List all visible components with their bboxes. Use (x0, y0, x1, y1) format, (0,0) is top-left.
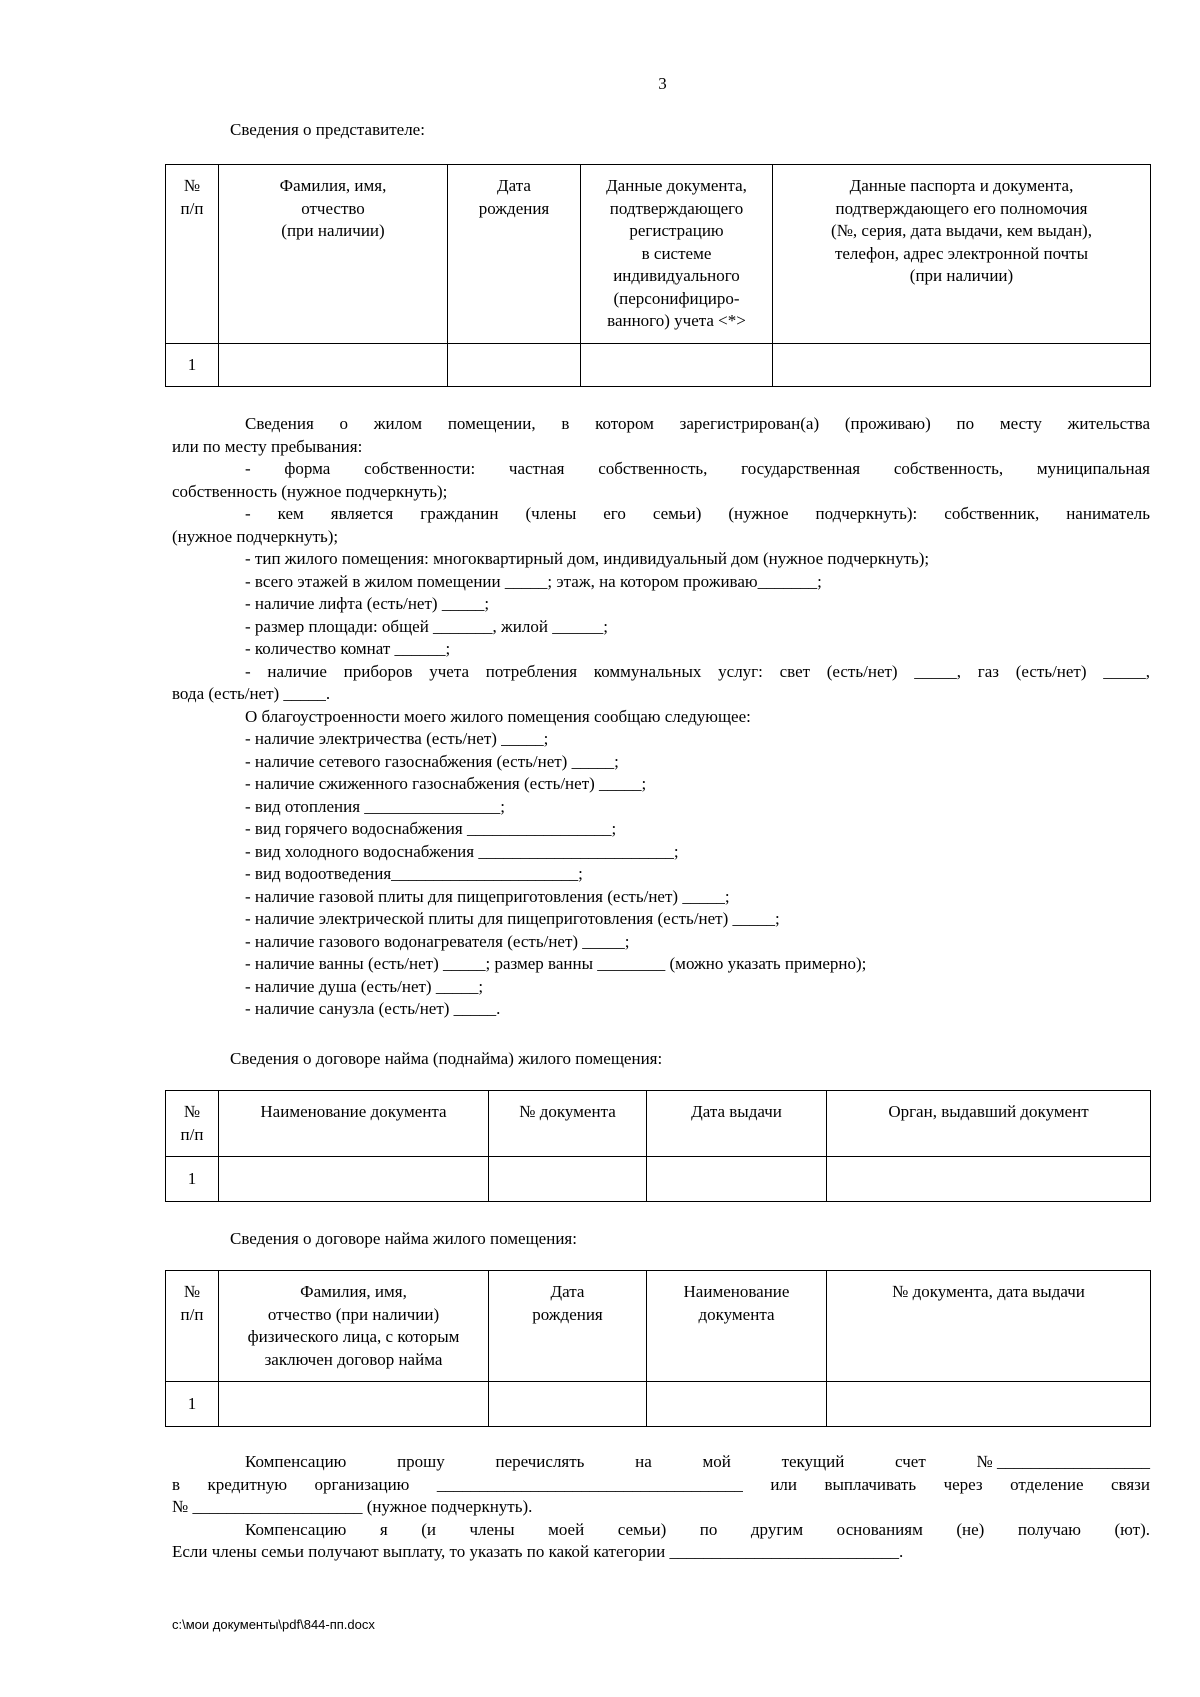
table-cell (489, 1157, 647, 1202)
table-cell (647, 1157, 827, 1202)
text-line: вода (есть/нет) _____. (172, 684, 331, 703)
table-header-cell: Дата выдачи (647, 1091, 827, 1157)
table-header-cell: № п/п (166, 1271, 219, 1382)
text-line: Сведения о жилом помещении, в котором зарегистрирован(а) (проживаю) по месту жительства (245, 414, 1150, 433)
table-cell (489, 1382, 647, 1427)
table-header-cell: № документа, дата выдачи (827, 1271, 1151, 1382)
row-number: 1 (166, 344, 219, 387)
text-line: - наличие лифта (есть/нет) _____; (245, 594, 490, 613)
table-header-cell: Дата рождения (489, 1271, 647, 1382)
account-number-blank: № __________________ (976, 1452, 1150, 1471)
word: прошу (397, 1452, 445, 1471)
table-header-cell: № п/п (166, 1091, 219, 1157)
table-cell (827, 1157, 1151, 1202)
table-header-cell: Данные документа, подтверждающего регистрацию в системе индивидуального (персонифициро- ванного) учета <*> (581, 165, 773, 344)
amenities-intro: О благоустроенности моего жилого помещения сообщаю следующее: (245, 706, 751, 726)
table-cell (219, 1382, 489, 1427)
word: Компенсацию (245, 1452, 347, 1471)
amenity-item: - наличие электрической плиты для пищеприготовления (есть/нет) _____; (245, 909, 780, 928)
word: счет (895, 1452, 926, 1471)
table-header-cell: Фамилия, имя, отчество (при наличии) (219, 165, 448, 344)
text-line: Если члены семьи получают выплату, то указать по какой категории ___________________________. (172, 1542, 904, 1561)
text-line: - форма собственности: частная собственность, государственная собственность, муниципальная (245, 459, 1150, 478)
text-line (172, 1451, 1150, 1474)
table-cell (773, 344, 1151, 387)
table-header-cell: Фамилия, имя, отчество (при наличии) физического лица, с которым заключен договор найма (219, 1271, 489, 1382)
lease-table (165, 1270, 1151, 1427)
text-line: - размер площади: общей _______, жилой ______; (245, 616, 608, 636)
sublease-caption: Сведения о договоре найма (поднайма) жилого помещения: (230, 1049, 663, 1068)
representative-caption: Сведения о представителе: (230, 120, 425, 139)
amenity-item: - вид холодного водоснабжения _______________________; (245, 841, 679, 861)
footer-file-path: c:\мои документы\pdf\844-пп.docx (172, 1617, 375, 1632)
table-cell (647, 1382, 827, 1427)
amenity-item: - наличие электричества (есть/нет) _____; (245, 729, 549, 748)
table-header-cell: Наименование документа (647, 1271, 827, 1382)
page-number: 3 (658, 74, 667, 93)
amenity-item: - вид водоотведения______________________; (245, 864, 583, 883)
table-header-cell: № документа (489, 1091, 647, 1157)
representative-table (165, 164, 1151, 387)
amenity-item: - наличие сжиженного газоснабжения (есть/нет) _____; (245, 774, 647, 793)
text-line: - количество комнат ______; (245, 639, 451, 658)
text-line: или по месту пребывания: (172, 436, 363, 456)
table-header-cell: № п/п (166, 165, 219, 344)
table-cell (219, 1157, 489, 1202)
amenity-item: - вид горячего водоснабжения _________________; (245, 819, 617, 838)
row-number: 1 (166, 1157, 219, 1202)
text-line: в кредитную организацию ____________________________________ или выплачивать через отделение связи (172, 1474, 1150, 1494)
housing-section (172, 413, 1150, 1021)
amenity-item: - наличие газовой плиты для пищеприготовления (есть/нет) _____; (245, 886, 730, 906)
amenity-item: - наличие газового водонагревателя (есть/нет) _____; (245, 931, 630, 951)
compensation-section (172, 1451, 1150, 1564)
table-cell (219, 344, 448, 387)
table-header-cell: Дата рождения (448, 165, 581, 344)
sublease-table (165, 1090, 1151, 1202)
table-header-cell: Данные паспорта и документа, подтверждающего его полномочия (№, серия, дата выдачи, кем выдан), телефон, адрес электронной почты (при наличии) (773, 165, 1151, 344)
text-line: - тип жилого помещения: многоквартирный дом, индивидуальный дом (нужное подчеркнуть); (245, 549, 930, 568)
amenity-item: - наличие ванны (есть/нет) _____; размер ванны ________ (можно указать примерно); (245, 954, 867, 973)
text-line: Компенсацию я (и члены моей семьи) по другим основаниям (не) получаю (ют). (245, 1519, 1150, 1539)
amenity-item: - наличие санузла (есть/нет) _____. (245, 999, 501, 1018)
amenity-item: - наличие душа (есть/нет) _____; (245, 976, 484, 996)
text-line: - наличие приборов учета потребления коммунальных услуг: свет (есть/нет) _____, газ (есть/нет) _____, (245, 661, 1150, 681)
text-line: - всего этажей в жилом помещении _____; этаж, на котором проживаю_______; (245, 571, 822, 591)
text-line: (нужное подчеркнуть); (172, 526, 339, 546)
text-line: № ____________________ (нужное подчеркнуть). (172, 1497, 533, 1516)
word: текущий (781, 1452, 845, 1471)
lease-caption: Сведения о договоре найма жилого помещения: (230, 1229, 577, 1248)
table-cell (827, 1382, 1151, 1427)
word: перечислять (495, 1452, 585, 1471)
word: мой (702, 1452, 731, 1471)
amenity-item: - вид отопления ________________; (245, 796, 506, 816)
table-header-cell: Наименование документа (219, 1091, 489, 1157)
row-number: 1 (166, 1382, 219, 1427)
text-line: - кем является гражданин (члены его семьи) (нужное подчеркнуть): собственник, наниматель (245, 504, 1150, 523)
table-cell (448, 344, 581, 387)
word: на (635, 1452, 652, 1471)
text-line: собственность (нужное подчеркнуть); (172, 481, 448, 501)
amenity-item: - наличие сетевого газоснабжения (есть/нет) _____; (245, 751, 619, 771)
table-cell (581, 344, 773, 387)
table-header-cell: Орган, выдавший документ (827, 1091, 1151, 1157)
